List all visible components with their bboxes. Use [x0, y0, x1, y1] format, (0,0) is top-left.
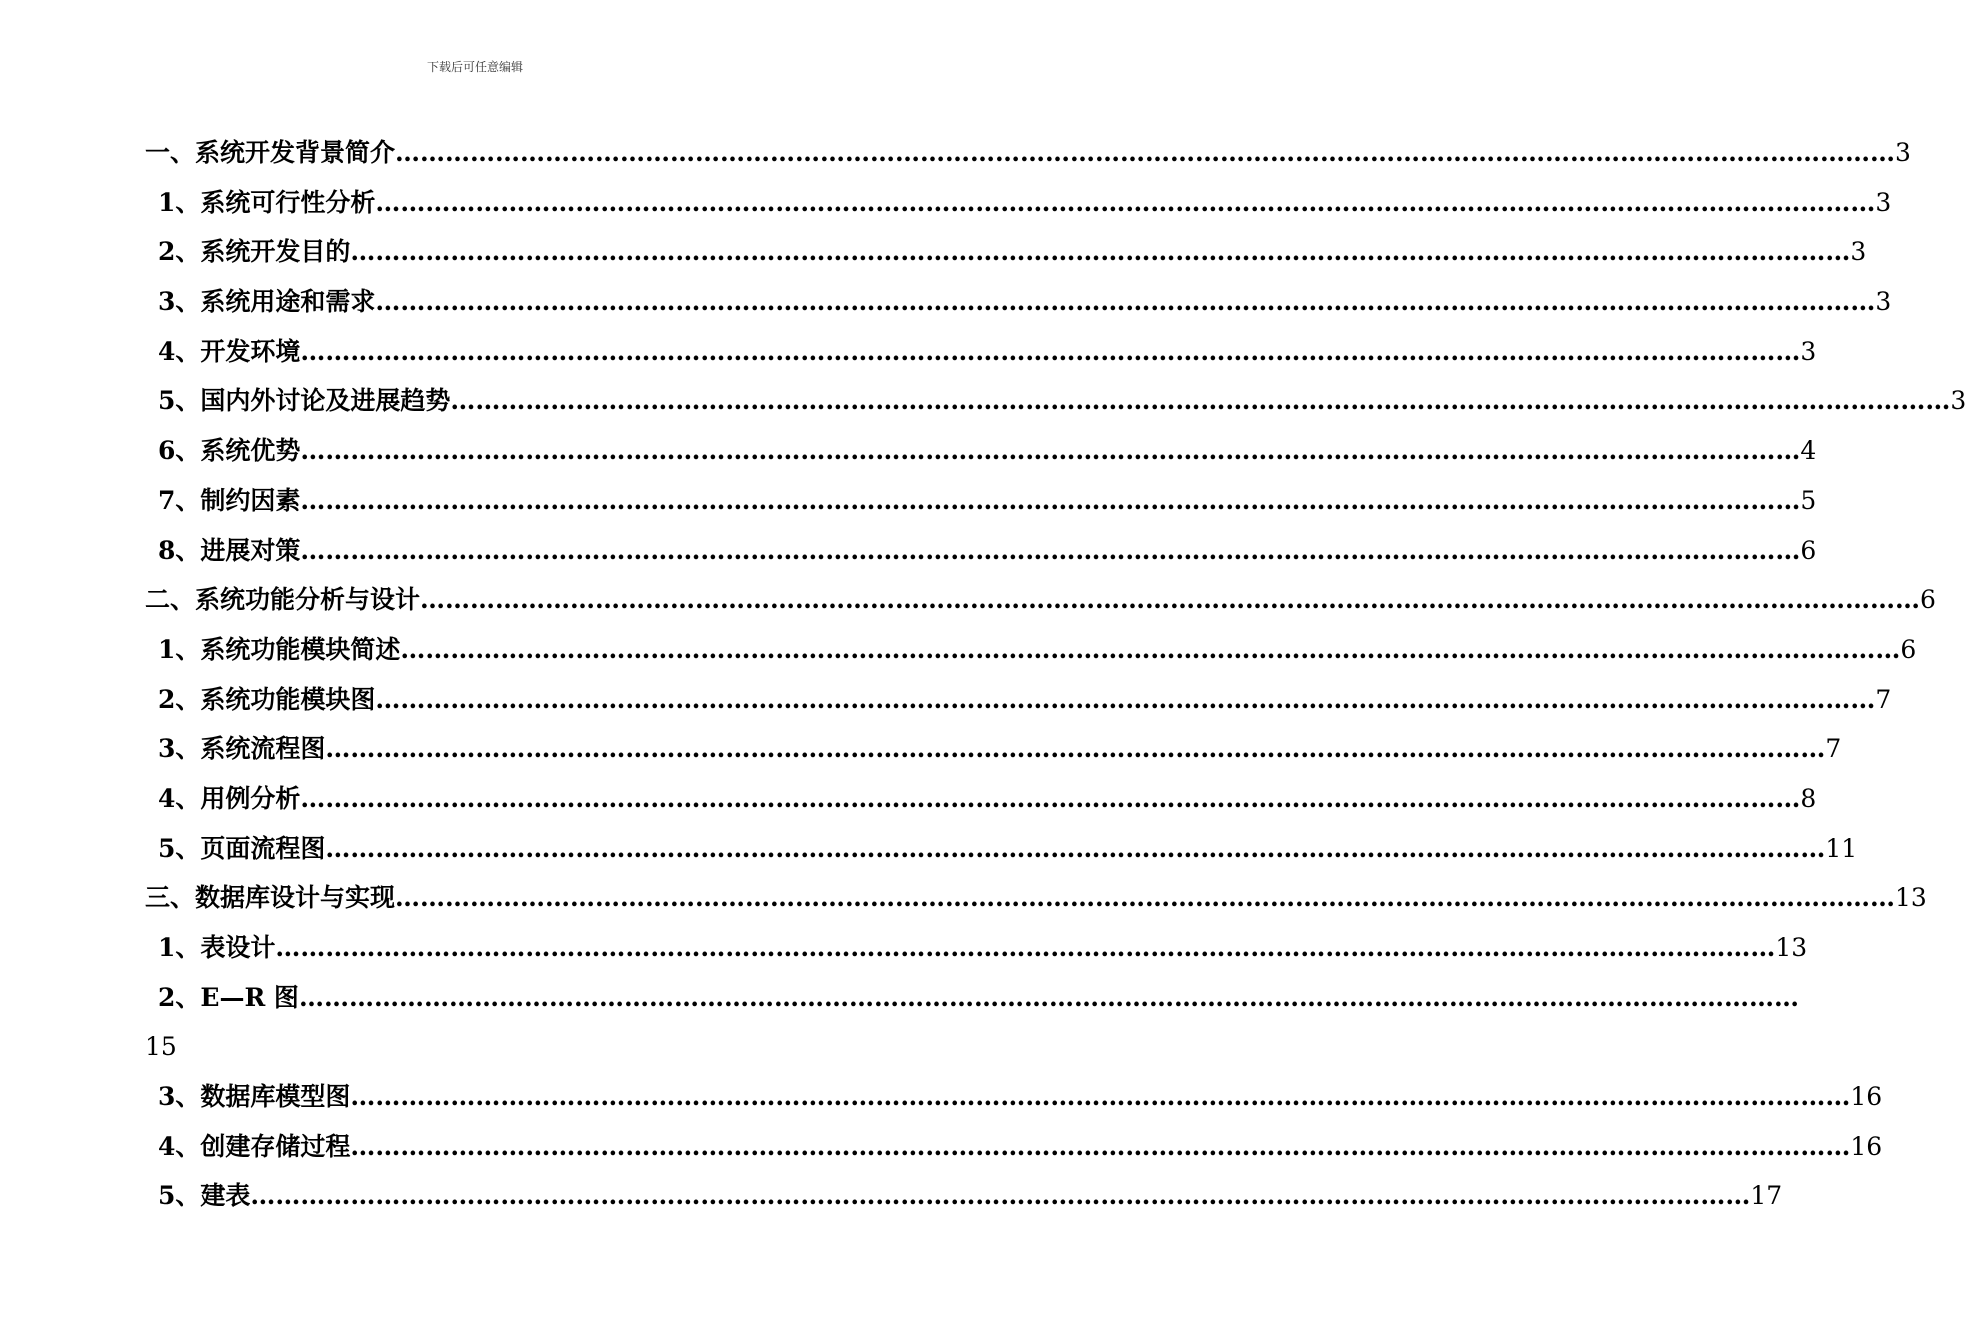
toc-subsection-entry[interactable]: [145, 724, 1842, 774]
toc-entry-title: 1、系统可行性分析: [158, 187, 376, 217]
toc-leader-dots: ………………………………………………………………………………………………………………………………………………………………: [300, 783, 1801, 813]
toc-entry-title: 2、E—R 图: [158, 982, 299, 1012]
toc-entry-title: 6、系统优势: [158, 436, 301, 466]
toc-section-entry[interactable]: [145, 873, 1927, 923]
toc-leader-dots: ………………………………………………………………………………………………………………………………………………………………: [395, 138, 1896, 167]
toc-entry-page: 6: [1800, 535, 1817, 565]
toc-entry-title: 3、系统用途和需求: [158, 287, 376, 317]
toc-subsection-entry[interactable]: [145, 426, 1817, 476]
toc-entry-title: 1、表设计: [158, 933, 276, 962]
toc-entry-page: 13: [1895, 883, 1927, 913]
toc-entry-title: 4、创建存储过程: [158, 1131, 351, 1161]
toc-entry-title: 3、系统流程图: [158, 734, 326, 764]
toc-leader-dots: ………………………………………………………………………………………………………………………………………………………………: [250, 1181, 1751, 1211]
toc-entry-page: 13: [1775, 933, 1808, 962]
toc-leader-dots: ………………………………………………………………………………………………………………………………………………………………: [420, 585, 1921, 615]
toc-entry-title: 2、系统开发目的: [158, 237, 351, 267]
toc-subsection-entry[interactable]: [145, 824, 1858, 874]
toc-leader-dots: ………………………………………………………………………………………………………………………………………………………………: [298, 982, 1799, 1012]
toc-entry-title: 三、数据库设计与实现: [145, 883, 396, 913]
toc-entry-page: 16: [1850, 1082, 1883, 1112]
toc-subsection-entry[interactable]: [145, 526, 1817, 576]
toc-entry-page: 3: [1850, 237, 1867, 267]
toc-subsection-entry[interactable]: [145, 625, 1917, 675]
toc-subsection-entry[interactable]: [145, 1171, 1783, 1221]
toc-subsection-entry[interactable]: [145, 1072, 1883, 1122]
toc-entry-title: 7、制约因素: [158, 485, 301, 515]
toc-section-entry[interactable]: [145, 575, 1936, 625]
toc-entry-page: 11: [1825, 833, 1858, 863]
toc-entry-page: 6: [1900, 634, 1917, 664]
toc-entry-title: 5、国内外讨论及进展趋势: [158, 386, 451, 416]
toc-leader-dots: ………………………………………………………………………………………………………………………………………………………………: [375, 684, 1876, 714]
toc-entry-page: 8: [1800, 783, 1817, 813]
toc-leader-dots: ………………………………………………………………………………………………………………………………………………………………: [300, 485, 1801, 515]
toc-entry-title: 2、系统功能模块图: [158, 684, 376, 714]
toc-entry-page: 3: [1800, 336, 1817, 366]
toc-entry-page: 17: [1750, 1181, 1783, 1211]
toc-leader-dots: ………………………………………………………………………………………………………………………………………………………………: [350, 1082, 1851, 1112]
toc-leader-dots: ………………………………………………………………………………………………………………………………………………………………: [350, 1131, 1851, 1161]
toc-subsection-entry[interactable]: [145, 774, 1817, 824]
toc-leader-dots: ………………………………………………………………………………………………………………………………………………………………: [350, 237, 1851, 267]
toc-leader-dots: ………………………………………………………………………………………………………………………………………………………………: [400, 634, 1901, 664]
toc-entry-continuation: [145, 1022, 805, 1072]
toc-leader-dots: ………………………………………………………………………………………………………………………………………………………………: [395, 883, 1896, 913]
toc-entry-title: 二、系统功能分析与设计: [145, 585, 421, 615]
toc-entry-page: 6: [1920, 585, 1936, 615]
toc-entry-title: 一、系统开发背景简介: [145, 138, 396, 167]
toc-entry-title: 1、系统功能模块简述: [158, 634, 401, 664]
toc-leader-dots: ………………………………………………………………………………………………………………………………………………………………: [375, 187, 1876, 217]
table-of-contents: [145, 128, 1966, 1221]
toc-entry-page: 16: [1850, 1131, 1883, 1161]
toc-subsection-entry[interactable]: [145, 476, 1817, 526]
toc-leader-dots: ………………………………………………………………………………………………………………………………………………………………: [325, 833, 1826, 863]
toc-entry-page: 4: [1800, 436, 1817, 466]
toc-entry-page: 3: [1875, 187, 1892, 217]
toc-leader-dots: ………………………………………………………………………………………………………………………………………………………………: [300, 535, 1801, 565]
toc-entry-title: 8、进展对策: [158, 535, 301, 565]
toc-entry-title: 4、用例分析: [158, 783, 301, 813]
toc-subsection-entry[interactable]: [145, 675, 1892, 725]
toc-entry[interactable]: [145, 973, 1799, 1023]
toc-subsection-entry[interactable]: [145, 1122, 1883, 1172]
toc-leader-dots: ………………………………………………………………………………………………………………………………………………………………: [300, 336, 1801, 366]
toc-entry-title: 3、数据库模型图: [158, 1082, 351, 1112]
toc-subsection-entry[interactable]: [145, 376, 1966, 426]
toc-leader-dots: ………………………………………………………………………………………………………………………………………………………………: [450, 386, 1951, 416]
toc-subsection-entry[interactable]: [145, 227, 1867, 277]
toc-leader-dots: ………………………………………………………………………………………………………………………………………………………………: [325, 734, 1826, 764]
toc-entry-page: 15: [145, 1032, 177, 1062]
toc-subsection-entry[interactable]: [145, 327, 1817, 377]
toc-entry-title: 5、建表: [158, 1181, 251, 1211]
toc-entry-page: 3: [1895, 138, 1911, 167]
toc-entry-title: 5、页面流程图: [158, 833, 326, 863]
toc-entry-page: 3: [1875, 287, 1892, 317]
toc-subsection-entry[interactable]: [145, 178, 1892, 228]
toc-entry-title: 4、开发环境: [158, 336, 301, 366]
page-header: 下载后可任意编辑: [426, 60, 523, 74]
toc-leader-dots: ………………………………………………………………………………………………………………………………………………………………: [375, 287, 1876, 317]
toc-entry-page: 3: [1950, 386, 1966, 416]
toc-leader-dots: ………………………………………………………………………………………………………………………………………………………………: [275, 933, 1776, 962]
toc-leader-dots: ………………………………………………………………………………………………………………………………………………………………: [300, 436, 1801, 466]
toc-section-entry[interactable]: [145, 128, 1911, 178]
toc-subsection-entry[interactable]: [145, 923, 1808, 973]
toc-subsection-entry[interactable]: [145, 277, 1892, 327]
toc-entry-page: 5: [1800, 485, 1817, 515]
toc-entry-page: 7: [1875, 684, 1892, 714]
toc-entry-page: 7: [1825, 734, 1842, 764]
